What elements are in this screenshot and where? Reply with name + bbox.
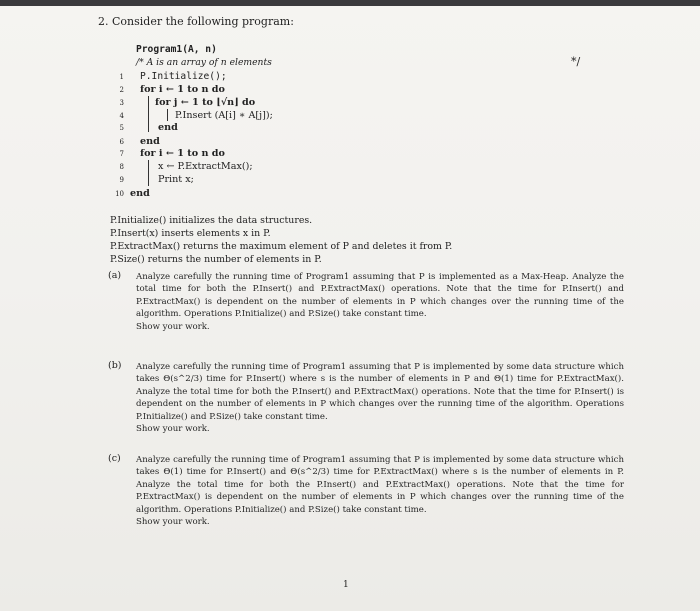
program-name: Program1(A, n) bbox=[136, 44, 217, 55]
algorithm-line: P.Initialize(); bbox=[140, 71, 227, 82]
line-number: 6 bbox=[119, 138, 124, 146]
part-text bbox=[136, 454, 624, 528]
indent-rule bbox=[167, 109, 168, 121]
description-insert: P.Insert(x) inserts elements x in P. bbox=[110, 228, 271, 239]
part-label: (a) bbox=[108, 270, 122, 281]
algorithm-line: end bbox=[140, 136, 160, 147]
part-label: (c) bbox=[108, 453, 121, 464]
program-comment: /* A is an array of n elements bbox=[136, 57, 272, 68]
part-text bbox=[136, 361, 624, 435]
algorithm-line: P.Insert (A[i] ∗ A[j]); bbox=[175, 110, 273, 121]
algorithm-line: end bbox=[130, 188, 150, 199]
algorithm-line: for j ← 1 to ⌊√n⌋ do bbox=[155, 97, 256, 108]
line-number: 1 bbox=[119, 73, 124, 81]
description-size: P.Size() returns the number of elements in P. bbox=[110, 254, 322, 265]
algorithm-line: x ← P.ExtractMax(); bbox=[158, 161, 253, 172]
indent-rule bbox=[148, 160, 149, 186]
algorithm-line: for i ← 1 to n do bbox=[140, 148, 225, 159]
description-extractmax: P.ExtractMax() returns the maximum element of P and deletes it from P. bbox=[110, 241, 453, 252]
question-heading: 2. Consider the following program: bbox=[98, 15, 294, 28]
line-number: 4 bbox=[119, 112, 124, 120]
algorithm-line: end bbox=[158, 122, 178, 133]
algorithm-line: Print x; bbox=[158, 174, 194, 185]
part-body: Analyze carefully the running time of Program1 assuming that P is implemented as a Max-Heap. Analyze the total time for both the P.Insert() and P.ExtractMax() operations. Note that the time for P.Insert() and P.ExtractMax() is dependent on the number of elements in P which changes over the running time of the algorithm. Operations P.Initialize() and P.Size() take constant time. bbox=[136, 272, 624, 320]
show-work: Show your work. bbox=[136, 424, 210, 435]
line-number: 10 bbox=[115, 190, 124, 198]
line-number: 3 bbox=[119, 99, 124, 107]
line-number: 7 bbox=[119, 150, 124, 158]
algorithm-line: for i ← 1 to n do bbox=[140, 84, 225, 95]
part-label: (b) bbox=[108, 360, 122, 371]
part-text bbox=[136, 271, 624, 333]
show-work: Show your work. bbox=[136, 517, 210, 528]
line-number: 8 bbox=[119, 163, 124, 171]
line-number: 5 bbox=[119, 124, 124, 132]
description-initialize: P.Initialize() initializes the data structures. bbox=[110, 215, 313, 226]
comment-close: */ bbox=[571, 55, 581, 68]
page-number: 1 bbox=[343, 580, 349, 590]
page-top-edge bbox=[0, 0, 700, 6]
part-body: Analyze carefully the running time of Program1 assuming that P is implemented by some data structure which takes Θ(1) time for P.Insert() and Θ(s^2/3) time for P.ExtractMax() where s is the number of elements in P. Analyze the total time for both the P.Insert() and P.ExtractMax() operations. Note that the time for P.ExtractMax() is dependent on the number of elements in P which changes over the running time of the algorithm. Operations P.Initialize() and P.Size() take constant time. bbox=[136, 455, 624, 515]
line-number: 9 bbox=[119, 176, 124, 184]
line-number: 2 bbox=[119, 86, 124, 94]
show-work: Show your work. bbox=[136, 321, 210, 332]
indent-rule bbox=[148, 96, 149, 132]
part-body: Analyze carefully the running time of Program1 assuming that P is implemented by some data structure which takes Θ(s^2/3) time for P.Insert() where s is the number of elements in P and Θ(1) time for P.ExtractMax(). Analyze the total time for both the P.Insert() and P.ExtractMax() operations. Note that the time for P.Insert() is dependent on the number of elements in P which changes over the running time of the algorithm. Operations P.Initialize() and P.Size() take constant time. bbox=[136, 362, 624, 422]
